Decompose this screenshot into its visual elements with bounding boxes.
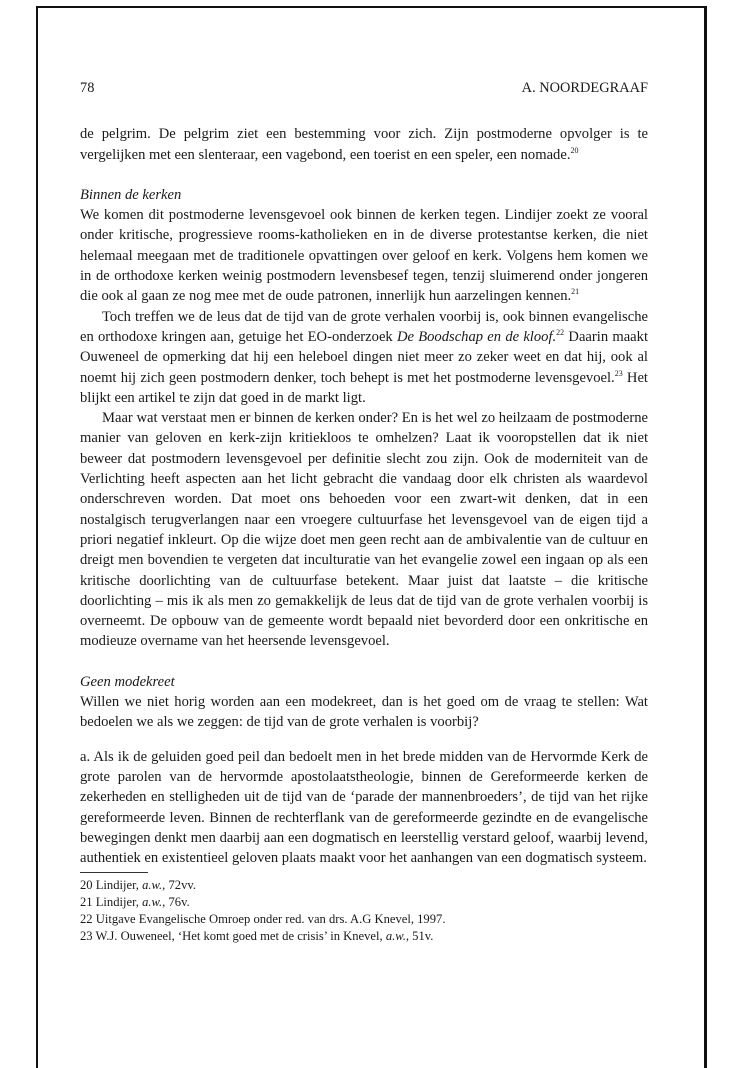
- footnote: 21 Lindijer, a.w., 76v.: [80, 895, 190, 910]
- footnote: 20 Lindijer, a.w., 72vv.: [80, 878, 196, 893]
- scan-border-right: [704, 6, 707, 1068]
- paragraph: Toch treffen we de leus dat de tijd van de grote verhalen voorbij is, ook binnen evangelische en orthodoxe kringen aan, getuige het EO-onderzoek De Boodschap en de kloof.$^{22}$ Daarin maakt Ouweneel de opmerking dat hij een heleboel dingen niet meer zo zeker weet en dat hij, ook al noemt hij zich geen postmodern denker, toch behept is met het postmoderne levensgevoel.$^{23}$ Het blijkt een artikel te zijn dat goed in de markt ligt.: [80, 308, 649, 406]
- book-page: [80, 78, 648, 945]
- paragraph: Willen we niet horig worden aan een modekreet, dan is het goed om de vraag te stellen: Wat bedoelen we als we zeggen: de tijd van de grote verhalen is voorbij?: [80, 694, 648, 731]
- section-heading: Binnen de kerken: [80, 186, 182, 203]
- running-header: [80, 78, 648, 98]
- running-author: A. NOORDEGRAAF: [521, 80, 648, 96]
- footnote-ref: 22: [556, 327, 565, 337]
- scan-border-left: [36, 6, 38, 1068]
- footnotes: [80, 877, 648, 945]
- paragraph: We komen dit postmoderne levensgevoel ook binnen de kerken tegen. Lindijer zoekt ze vooral onder kritische, progressieve rooms-katholieken en in de diverse protestantse kerken, die niet helemaal meegaan met de traditionele opvattingen over geloof en kerk. Volgens hem komen we in de orthodoxe kerken weinig postmodern levensbesef tegen, tenzij sluimerend onder jongeren die ook al gaan ze nog mee met de oude patronen, innerlijk hun aarzelingen kennen.$^{21}$: [80, 207, 648, 305]
- footnote: 23 W.J. Ouweneel, ‘Het komt goed met de crisis’ in Knevel, a.w., 51v.: [80, 929, 434, 944]
- footnote-ref: 21: [571, 287, 580, 297]
- footnote-ref: 23: [614, 368, 623, 378]
- paragraph: Maar wat verstaat men er binnen de kerken onder? En is het wel zo heilzaam de postmoderne manier van geloven en kerk-zijn kritiekloos te omhelzen? Laat ik vooropstellen dat ik niet beweer dat postmodern levensgevoel per definitie slecht zou zijn. Ook de moderniteit van de Verlichting heeft aspecten aan het licht gebracht die vandaag door elk christen als waardevol onderschreven worden. Dat moet ons behoeden voor een zwart-wit denken, dat in een nostalgisch terugverlangen naar een vroegere cultuurfase het levensgevoel van de eigen tijd a priori negatief inkleurt. Op die wijze doet men geen recht aan de ambivalentie van de cultuur en dreigt men bovendien te vergeten dat inculturatie van het evangelie zowel een ingaan op als een kritische doorlichting van de cultuurfase betekent. Maar juist dat laatste – die kritische doorlichting – mis ik als men zo gemakkelijk de leus dat de tijd van de grote verhalen voorbij is overneemt. De opbouw van de gemeente wordt bepaald niet bevorderd door een onkritische en modieuze overname van het heersende levensgevoel.: [80, 410, 648, 650]
- footnote: 22 Uitgave Evangelische Omroep onder red. van drs. A.G Knevel, 1997.: [80, 912, 446, 927]
- section-heading: Geen modekreet: [80, 673, 175, 690]
- scan-border-top: [36, 6, 706, 8]
- paragraph: a. Als ik de geluiden goed peil dan bedoelt men in het brede midden van de Hervormde Kerk de grote parolen van de hervormde apostolaatstheologie, binnen de Gereformeerde kerken de zekerheden en stelligheden uit de tijd van de ‘parade der mannenbroeders’, de tijd van het rijke gereformeerde leven. Binnen de rechterflank van de gereformeerde gezindte en de evangelische bewegingen denkt men daarbij aan een dogmatisch en leerstellig verstard geloof, waarbij levend, authentiek en existentieel geloven plaats maakt voor het aanhangen van een dogmatisch systeem.: [80, 748, 648, 867]
- intro-paragraph: de pelgrim. De pelgrim ziet een bestemming voor zich. Zijn postmoderne opvolger is te vergelijken met een slenteraar, een vagebond, een toerist en een speler, een nomade.$^{20}$: [80, 126, 648, 163]
- page-number: 78: [80, 80, 95, 96]
- footnote-ref: 20: [570, 145, 579, 155]
- book-title: De Boodschap en de kloof.: [396, 328, 557, 345]
- footnote-rule: [80, 872, 148, 873]
